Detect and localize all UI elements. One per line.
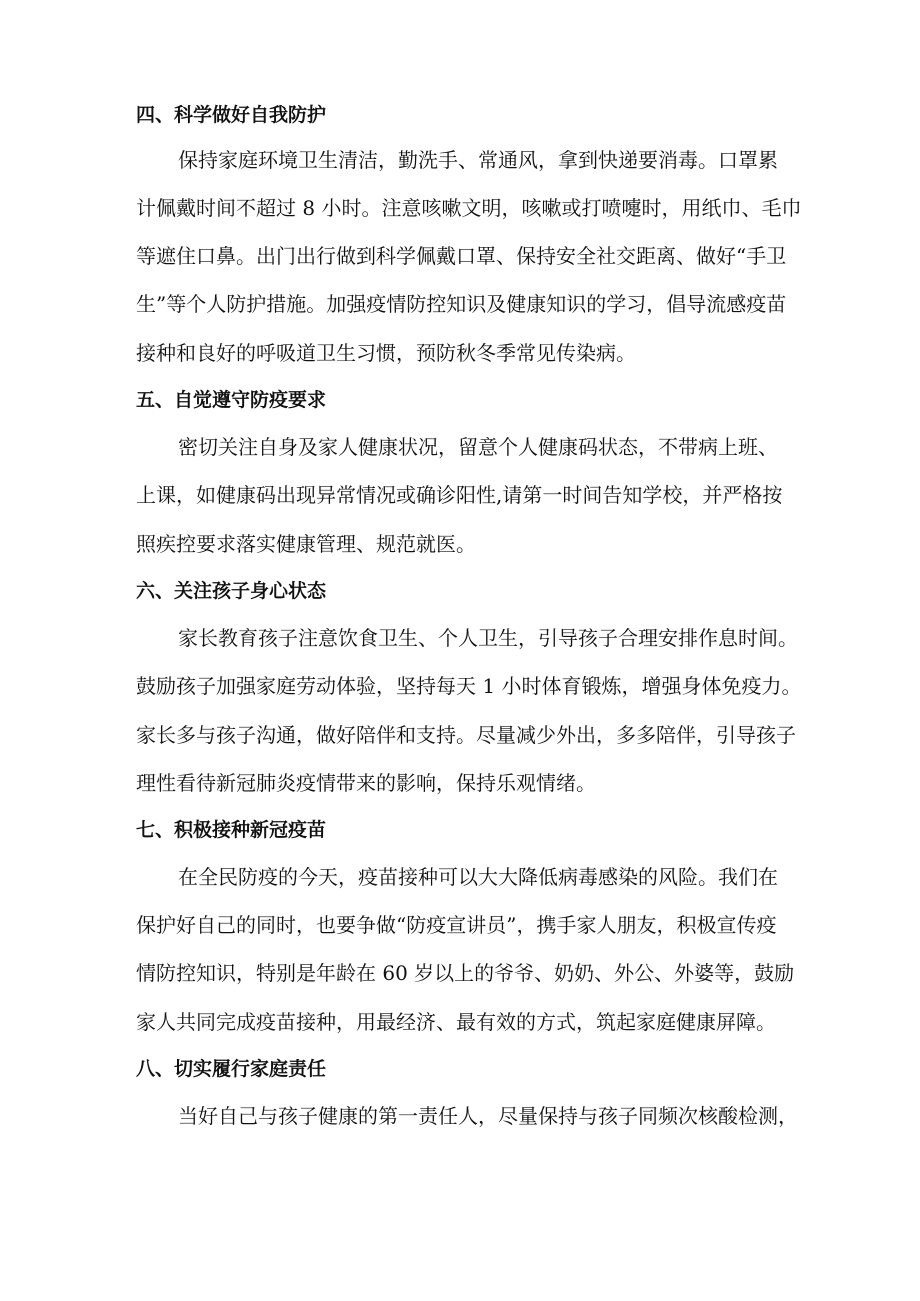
- paragraph-line: 密切关注自身及家人健康状况，留意个人健康码状态，不带病上班、: [178, 435, 778, 459]
- paragraph-line: 情防控知识，特别是年龄在 60 岁以上的爷爷、奶奶、外公、外婆等，鼓励: [136, 961, 795, 985]
- paragraph-line: 家长多与孩子沟通，做好陪伴和支持。尽量减少外出，多多陪伴，引导孩子: [136, 723, 796, 747]
- paragraph-line: 鼓励孩子加强家庭劳动体验，坚持每天 1 小时体育锻炼，增强身体免疫力。: [136, 674, 802, 698]
- paragraph-line: 理性看待新冠肺炎疫情带来的影响，保持乐观情绪。: [136, 771, 596, 795]
- paragraph-line: 上课，如健康码出现异常情况或确诊阳性,请第一时间告知学校，并严格按: [136, 483, 783, 507]
- section-heading: 六、关注孩子身心状态: [136, 580, 327, 602]
- paragraph-line: 接种和良好的呼吸道卫生习惯，预防秋冬季常见传染病。: [136, 341, 636, 365]
- paragraph-line: 保护好自己的同时，也要争做“防疫宣讲员”，携手家人朋友，积极宣传疫: [136, 913, 777, 937]
- section-heading: 八、切实履行家庭责任: [136, 1058, 327, 1080]
- paragraph-line: 照疾控要求落实健康管理、规范就医。: [136, 532, 476, 556]
- section-heading: 四、科学做好自我防护: [136, 104, 327, 126]
- paragraph-line: 生”等个人防护措施。加强疫情防控知识及健康知识的学习，倡导流感疫苗: [136, 292, 787, 316]
- paragraph-line: 在全民防疫的今天，疫苗接种可以大大降低病毒感染的风险。我们在: [178, 865, 778, 889]
- paragraph-line: 家人共同完成疫苗接种，用最经济、最有效的方式，筑起家庭健康屏障。: [136, 1010, 776, 1034]
- paragraph-line: 当好自己与孩子健康的第一责任人，尽量保持与孩子同频次核酸检测，: [178, 1104, 798, 1128]
- paragraph-line: 家长教育孩子注意饮食卫生、个人卫生，引导孩子合理安排作息时间。: [178, 626, 798, 650]
- section-heading: 五、自觉遵守防疫要求: [136, 389, 327, 411]
- paragraph-line: 计佩戴时间不超过 8 小时。注意咳嗽文明，咳嗽或打喷嚏时，用纸巾、毛巾: [136, 196, 802, 220]
- paragraph-line: 等遮住口鼻。出门出行做到科学佩戴口罩、保持安全社交距离、做好“手卫: [136, 244, 787, 268]
- paragraph-line: 保持家庭环境卫生清洁，勤洗手、常通风，拿到快递要消毒。口罩累: [178, 148, 778, 172]
- section-heading: 七、积极接种新冠疫苗: [136, 819, 327, 841]
